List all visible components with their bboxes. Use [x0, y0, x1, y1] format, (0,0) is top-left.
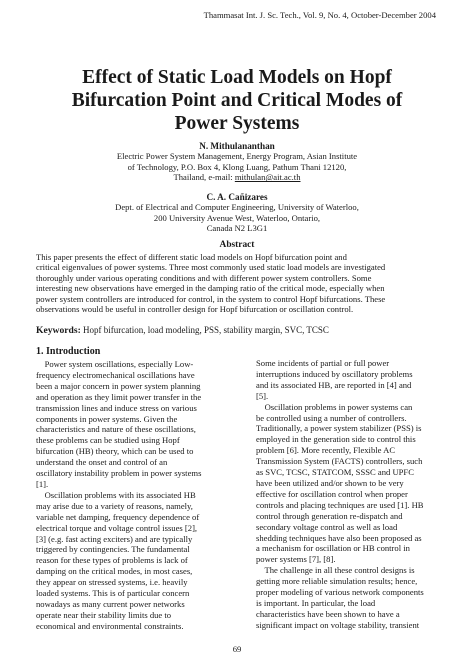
body-text-line: frequency electromechanical oscillations have: [36, 369, 195, 380]
abstract-body: [36, 252, 438, 314]
body-text-line: operate near their stability limits due to: [36, 609, 172, 620]
body-text-line: The challenge in all these control designs is: [256, 565, 415, 576]
affiliation-line: [36, 172, 438, 182]
body-text-line: electrical torque and voltage control issues [2],: [36, 522, 198, 533]
body-text-line: proper modeling of various network components: [256, 587, 424, 598]
body-text-line: oscillatory instability problem in power systems: [36, 468, 202, 479]
abstract-line: observations would be useful in controller design for Hopf bifurcation or oscillation control.: [36, 304, 354, 315]
body-text-line: characteristics and nature of these oscillations,: [36, 424, 196, 435]
body-text-line: triggered by contingencies. The fundamental: [36, 544, 190, 555]
body-text-line: variable net damping, frequency dependence of: [36, 511, 200, 522]
email-prefix: Thailand, e-mail:: [173, 172, 235, 183]
keywords: [36, 325, 446, 336]
body-text-line: bifurcation (HB) theory, which can be used to: [36, 446, 194, 457]
body-text-line: and operation as they limit power transfer in the: [36, 391, 202, 402]
body-text-line: be controlled using a number of controllers.: [256, 412, 407, 423]
left-column: [36, 359, 241, 632]
body-text-line: problem [6]. More recently, Flexible AC: [256, 445, 396, 456]
title-line: Effect of Static Load Models on Hopf: [82, 67, 392, 88]
body-text-line: controls and placing techniques are used [1]. HB: [256, 499, 424, 510]
right-column: [256, 358, 461, 631]
body-text-line: secondary voltage control as well as load: [256, 521, 398, 532]
body-text-line: reason for these types of problems is lack of: [36, 555, 188, 566]
body-text-line: Power system oscillations, especially Low-: [36, 359, 194, 369]
body-text-line: components in power systems. Given the: [36, 413, 178, 424]
journal-header: Thammasat Int. J. Sc. Tech., Vol. 9, No. 4, October-December 2004: [203, 10, 436, 20]
body-text-line: shedding techniques have also been proposed as: [256, 532, 422, 543]
title-line: Bifurcation Point and Critical Modes of: [71, 90, 403, 111]
body-text-line: significant impact on voltage stability, transient: [256, 619, 420, 630]
body-text-line: [1].: [36, 478, 49, 489]
keywords-text: Hopf bifurcation, load modeling, PSS, stability margin, SVC, TCSC: [80, 325, 329, 335]
abstract-line: thoroughly under various operating conditions and with different power system controllers. Some: [36, 272, 372, 283]
author-name: C. A. Cañizares: [206, 192, 268, 202]
body-text-line: loaded systems. This is of particular concern: [36, 588, 190, 599]
body-text-line: Oscillation problems in power systems can: [256, 401, 413, 412]
abstract-line: interesting new observations have emerged in the damping ratio of the critical mode, especially when: [36, 283, 385, 294]
body-text-line: effective for oscillation control when proper: [256, 488, 408, 499]
body-text-line: Traditionally, a power system stabilizer (PSS) is: [256, 423, 422, 434]
body-text-line: [3] (e.g. fast acting exciters) and are typically: [36, 533, 193, 544]
abstract-line: critical eigenvalues of power systems. Three most commonly used static load models are investigated: [36, 262, 386, 273]
body-text-line: Some incidents of partial or full power: [256, 358, 390, 368]
affiliation-line: Canada N2 L3G1: [206, 223, 268, 234]
body-text-line: Oscillation problems with its associated HB: [36, 489, 196, 500]
affiliation-line: Dept. of Electrical and Computer Engineering, University of Waterloo,: [115, 202, 359, 213]
page-number: 69: [232, 644, 242, 654]
affiliation-line: 200 University Avenue West, Waterloo, Ontario,: [153, 212, 321, 223]
body-text-line: damping on the critical modes, in most cases,: [36, 566, 193, 577]
abstract-line: This paper presents the effect of different static load models on Hopf bifurcation point and: [36, 252, 347, 262]
body-text-line: as SVC, TCSC, STATCOM, SSSC and UPFC: [256, 467, 414, 478]
body-text-line: economical and environmental constraints.: [36, 620, 184, 631]
body-text-line: Transmission System (FACTS) controllers, such: [256, 456, 423, 467]
author-block: [36, 141, 438, 183]
section-heading: 1. Introduction: [36, 346, 101, 357]
body-text-line: power systems [7], [8].: [256, 554, 336, 565]
abstract-heading: Abstract: [219, 240, 255, 250]
body-text-line: interruptions induced by oscillatory problems: [256, 368, 413, 379]
body-text-line: [5].: [256, 390, 269, 401]
title-line: Power Systems: [174, 113, 300, 134]
body-text-line: control through generation re-dispatch and: [256, 510, 403, 521]
body-text-line: have been utilized and/or shown to be very: [256, 477, 404, 488]
paper-title: [36, 66, 438, 135]
body-text-line: been a major concern in power system planning: [36, 380, 201, 391]
body-text-line: these problems can be studied using Hopf: [36, 435, 180, 446]
abstract-line: power system controllers are introduced for control, in the system to control Hopf bifurcations. These: [36, 293, 386, 304]
affiliation-line: Electric Power System Management, Energy Program, Asian Institute: [116, 151, 358, 162]
body-text-line: is important. In particular, the load: [256, 597, 376, 608]
body-text-line: characteristics have been shown to have a: [256, 608, 400, 619]
body-text-line: and its associated HB, are reported in [4] and: [256, 379, 412, 390]
affiliation-line: of Technology, P.O. Box 4, Klong Luang, Pathum Thani 12120,: [127, 161, 347, 172]
body-text-line: a mechanism for oscillation or HB control in: [256, 543, 410, 554]
body-text-line: transmission lines and induce stress on various: [36, 402, 197, 413]
author-block: [36, 192, 438, 234]
keywords-label: Keywords:: [36, 325, 81, 336]
body-text-line: understand the onset and control of an: [36, 457, 168, 468]
body-text-line: getting more reliable simulation results; hence,: [256, 576, 418, 587]
body-text-line: they appear on stressed systems, i.e. heavily: [36, 577, 188, 588]
body-text-line: may arise due to a variety of reasons, namely,: [36, 500, 193, 511]
body-text-line: employed in the generation side to control this: [256, 434, 416, 445]
body-text-line: nowadays as many current power networks: [36, 598, 185, 609]
author-name: N. Mithulananthan: [199, 141, 275, 151]
email-link[interactable]: mithulan@ait.ac.th: [234, 172, 301, 183]
